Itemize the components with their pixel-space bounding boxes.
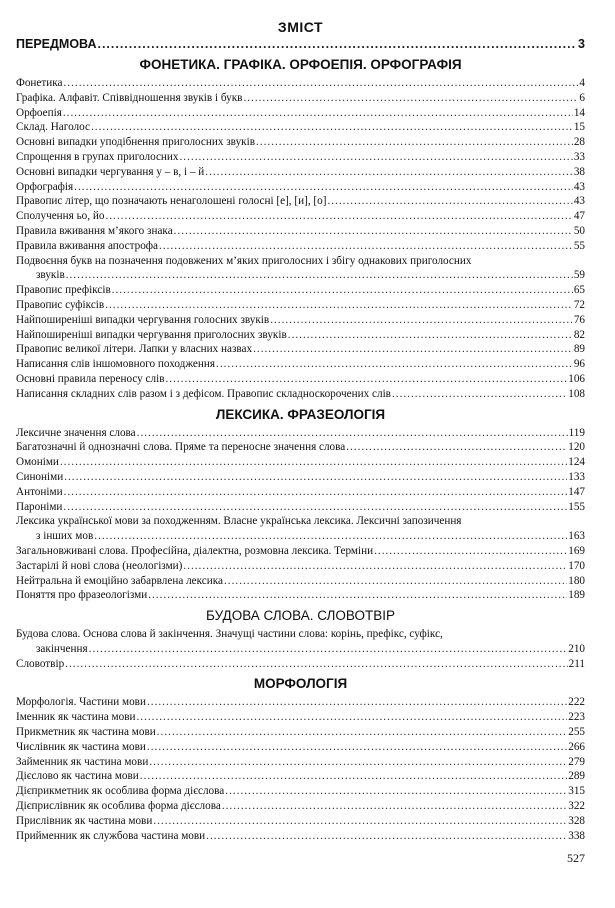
- entry-label: Лексика української мови за походженням. Власне українська лексика. Лексичні запозичення: [16, 515, 462, 528]
- leader-dots: [157, 725, 567, 740]
- entry-label: Прикметник як частина мови: [16, 726, 156, 739]
- leader-dots: [206, 829, 567, 844]
- toc-entry[interactable]: [16, 180, 585, 195]
- leader-dots: [224, 574, 567, 589]
- entry-label: Антоніми: [16, 485, 63, 498]
- leader-dots: [91, 120, 573, 135]
- toc-entry[interactable]: [16, 755, 585, 770]
- toc-entry[interactable]: [16, 657, 585, 672]
- leader-dots: [205, 165, 573, 180]
- toc-entry[interactable]: [16, 313, 585, 328]
- entry-continuation: [16, 642, 585, 657]
- leader-dots: [89, 642, 568, 657]
- entry-label: Правопис суфіксів: [16, 298, 105, 311]
- entry-label: Іменник як частина мови: [16, 711, 136, 724]
- entry-page: 72: [573, 298, 585, 311]
- toc-entry[interactable]: [16, 372, 585, 387]
- entry-page: 289: [568, 770, 585, 783]
- leader-dots: [225, 784, 567, 799]
- entry-page: 96: [573, 358, 585, 371]
- leader-dots: [66, 268, 573, 283]
- entry-page: 328: [568, 814, 585, 827]
- entry-page: 50: [573, 224, 585, 237]
- toc-entry[interactable]: [16, 76, 585, 91]
- entry-page: 222: [568, 696, 585, 709]
- leader-dots: [374, 544, 567, 559]
- leader-dots: [64, 76, 579, 91]
- toc-entry[interactable]: [16, 695, 585, 710]
- entry-page: 106: [568, 372, 585, 385]
- toc-entry[interactable]: [16, 209, 585, 224]
- toc-entry[interactable]: [16, 357, 585, 372]
- entry-label: Написання слів іншомовного походження: [16, 358, 216, 371]
- leader-dots: [180, 150, 573, 165]
- entry-label: Нейтральна й емоційно забарвлена лексика: [16, 574, 223, 587]
- entry-label: Правопис літер, що позначають ненаголошені голосні [е], [и], [о]: [16, 195, 327, 208]
- leader-dots: [137, 426, 568, 441]
- toc-entry[interactable]: [16, 135, 585, 150]
- entry-label: Склад. Наголос: [16, 121, 90, 134]
- toc-entry[interactable]: [16, 784, 585, 799]
- toc-entry[interactable]: [16, 710, 585, 725]
- entry-page: 55: [573, 239, 585, 252]
- toc-entry[interactable]: [16, 387, 585, 402]
- toc-entry[interactable]: [16, 485, 585, 500]
- leader-dots: [256, 135, 573, 150]
- entry-label: Правила вживання апострофа: [16, 239, 159, 252]
- entry-page: 133: [568, 470, 585, 483]
- toc-entry[interactable]: [16, 574, 585, 589]
- toc-entry-preface[interactable]: [16, 36, 585, 52]
- leader-dots: [112, 283, 573, 298]
- entry-continuation: [16, 268, 585, 283]
- entry-label: Найпоширеніші випадки чергування приголосних звуків: [16, 328, 287, 341]
- entry-label: Поняття про фразеологізми: [16, 589, 148, 602]
- entry-label-continued: звуків: [36, 269, 65, 282]
- toc-entry[interactable]: [16, 298, 585, 313]
- leader-dots: [147, 695, 567, 710]
- toc-entry[interactable]: [16, 544, 585, 559]
- entry-page: 119: [568, 426, 585, 439]
- entry-label: Основні випадки уподібнення приголосних звуків: [16, 136, 255, 149]
- section-heading: ФОНЕТИКА. ГРАФІКА. ОРФОЕПІЯ. ОРФОГРАФІЯ: [139, 57, 462, 72]
- leader-dots: [63, 500, 567, 515]
- entry-label: Словотвір: [16, 657, 65, 670]
- entry-page: 47: [573, 210, 585, 223]
- toc-entry[interactable]: [16, 165, 585, 180]
- entry-label: Фонетика: [16, 77, 63, 89]
- toc-title: ЗМІСТ: [277, 19, 324, 35]
- entry-label: Дієслово як частина мови: [16, 770, 139, 783]
- entry-page: 180: [568, 574, 585, 587]
- entry-label: Основні правила переносу слів: [16, 372, 165, 385]
- leader-dots: [165, 372, 567, 387]
- entry-page: 6: [579, 91, 585, 104]
- leader-dots: [253, 342, 573, 357]
- toc-entry[interactable]: [16, 106, 585, 121]
- entry-page: 322: [568, 800, 585, 813]
- entry-label: Лексичне значення слова: [16, 426, 136, 439]
- entry-page: 155: [568, 500, 585, 513]
- entry-page: 3: [578, 37, 585, 51]
- leader-dots: [64, 470, 567, 485]
- toc-entry[interactable]: [16, 239, 585, 254]
- leader-dots: [97, 36, 577, 52]
- entry-label-continued: з інших мов: [36, 530, 94, 543]
- entry-label: Займенник як частина мови: [16, 755, 149, 768]
- entry-label: Прислівник як частина мови: [16, 814, 153, 827]
- entry-page: 15: [573, 121, 585, 134]
- toc-entry[interactable]: [16, 342, 585, 357]
- entry-label: Загальновживані слова. Професійна, діалектна, розмовна лексика. Терміни: [16, 544, 374, 557]
- entry-page: 169: [568, 544, 585, 557]
- page-number: 527: [567, 851, 585, 865]
- entry-label: Дієприслівник як особлива форма дієслова: [16, 800, 221, 813]
- entry-label: Дієприкметник як особлива форма дієслова: [16, 785, 225, 798]
- toc-entry[interactable]: [16, 120, 585, 135]
- table-of-contents: [16, 18, 585, 843]
- toc-entry[interactable]: [16, 500, 585, 515]
- entry-page: 43: [573, 180, 585, 193]
- leader-dots: [159, 239, 573, 254]
- section-heading: ЛЕКСИКА. ФРАЗЕОЛОГІЯ: [215, 406, 386, 422]
- entry-label: Багатозначні й однозначні слова. Пряме та переносне значення слова: [16, 441, 346, 454]
- leader-dots: [346, 440, 567, 455]
- leader-dots: [216, 357, 573, 372]
- entry-label: Написання складних слів разом і з дефісом. Правопис складноскорочених слів: [16, 387, 391, 400]
- leader-dots: [288, 328, 573, 343]
- toc-entry[interactable]: [16, 740, 585, 755]
- leader-dots: [63, 106, 573, 121]
- entry-label: Найпоширеніші випадки чергування голосних звуків: [16, 313, 270, 326]
- leader-dots: [94, 529, 567, 544]
- entry-page: 338: [568, 829, 585, 842]
- leader-dots: [147, 740, 567, 755]
- entry-page: 124: [568, 456, 585, 469]
- leader-dots: [105, 209, 572, 224]
- leader-dots: [183, 559, 567, 574]
- entry-page: 210: [568, 642, 585, 655]
- leader-dots: [64, 485, 568, 500]
- leader-dots: [222, 799, 567, 814]
- entry-page: 38: [573, 165, 585, 178]
- leader-dots: [148, 588, 567, 603]
- leader-dots: [74, 180, 573, 195]
- toc-entry[interactable]: [16, 559, 585, 574]
- entry-label: Пароніми: [16, 500, 63, 513]
- toc-entry[interactable]: [16, 426, 585, 441]
- entry-page: 279: [568, 755, 585, 768]
- section-heading: МОРФОЛОГІЯ: [253, 676, 348, 692]
- toc-entry[interactable]: [16, 588, 585, 603]
- leader-dots: [153, 814, 567, 829]
- toc-entry[interactable]: [16, 194, 585, 209]
- entry-page: 28: [573, 136, 585, 149]
- entry-page: 108: [568, 387, 585, 400]
- entry-continuation: [16, 529, 585, 544]
- entry-page: 170: [568, 559, 585, 572]
- leader-dots: [149, 755, 567, 770]
- entry-page: 4: [579, 77, 585, 89]
- leader-dots: [136, 710, 567, 725]
- section-heading: БУДОВА СЛОВА. СЛОВОТВІР: [206, 608, 395, 624]
- leader-dots: [270, 313, 573, 328]
- toc-entry[interactable]: [16, 150, 585, 165]
- entry-page: 223: [568, 711, 585, 724]
- toc-entry[interactable]: [16, 455, 585, 470]
- toc-entry[interactable]: [16, 769, 585, 784]
- entry-label: Орфоепія: [16, 106, 62, 119]
- entry-label: Морфологія. Частини мови: [16, 696, 146, 709]
- entry-page: 120: [568, 441, 585, 454]
- entry-label: Прийменник як службова частина мови: [16, 829, 206, 842]
- entry-page: 315: [568, 785, 585, 798]
- toc-entry[interactable]: [16, 829, 585, 844]
- entry-page: 147: [568, 485, 585, 498]
- entry-label: Правопис префіксів: [16, 284, 111, 297]
- entry-page: 76: [573, 313, 585, 326]
- entry-page: 189: [568, 589, 585, 602]
- toc-entry[interactable]: [16, 514, 585, 544]
- entry-page: 89: [573, 343, 585, 356]
- toc-entry[interactable]: [16, 799, 585, 814]
- entry-label: Сполучення ьо, йо: [16, 210, 105, 223]
- entry-page: 82: [573, 328, 585, 341]
- toc-entry[interactable]: [16, 814, 585, 829]
- leader-dots: [243, 91, 578, 106]
- entry-page: 14: [573, 106, 585, 119]
- leader-dots: [65, 657, 567, 672]
- entry-label: Графіка. Алфавіт. Співвідношення звуків і букв: [16, 91, 243, 104]
- leader-dots: [392, 387, 567, 402]
- toc-entry[interactable]: [16, 254, 585, 284]
- entry-page: 211: [568, 657, 585, 670]
- toc-entry[interactable]: [16, 627, 585, 657]
- entry-page: 65: [573, 284, 585, 297]
- entry-label: Застарілі й нові слова (неологізми): [16, 559, 183, 572]
- entry-label: Омоніми: [16, 456, 59, 469]
- toc-entry[interactable]: [16, 725, 585, 740]
- leader-dots: [174, 224, 573, 239]
- toc-entry[interactable]: [16, 440, 585, 455]
- toc-entry[interactable]: [16, 328, 585, 343]
- entry-label: Будова слова. Основа слова й закінчення. Значущі частини слова: корінь, префікс, суфікс,: [16, 628, 443, 641]
- entry-label: ПЕРЕДМОВА: [16, 37, 97, 51]
- toc-entry[interactable]: [16, 224, 585, 239]
- entry-page: 255: [568, 726, 585, 739]
- leader-dots: [327, 194, 572, 209]
- entry-label: Спрощення в групах приголосних: [16, 150, 179, 163]
- entry-page: 163: [568, 530, 585, 543]
- entry-page: 266: [568, 740, 585, 753]
- entry-label: Орфографія: [16, 180, 74, 193]
- entry-page: 33: [573, 150, 585, 163]
- toc-entry[interactable]: [16, 283, 585, 298]
- entry-label: Синоніми: [16, 470, 64, 483]
- toc-sections: [16, 56, 585, 843]
- leader-dots: [105, 298, 573, 313]
- entry-page: 43: [573, 195, 585, 208]
- toc-entry[interactable]: [16, 470, 585, 485]
- entry-label: Основні випадки чергування у – в, і – й: [16, 165, 205, 178]
- leader-dots: [140, 769, 567, 784]
- toc-entry[interactable]: [16, 91, 585, 106]
- entry-page: 59: [573, 269, 585, 282]
- entry-label: Правопис великої літери. Лапки у власних назвах: [16, 343, 253, 356]
- entry-label-continued: закінчення: [36, 642, 88, 655]
- entry-label: Правила вживання м’якого знака: [16, 224, 173, 237]
- entry-label: Подвоєння букв на позначення подовжених м’яких приголосних і збігу однакових приголосних: [16, 254, 472, 267]
- leader-dots: [60, 455, 567, 470]
- entry-label: Числівник як частина мови: [16, 740, 146, 753]
